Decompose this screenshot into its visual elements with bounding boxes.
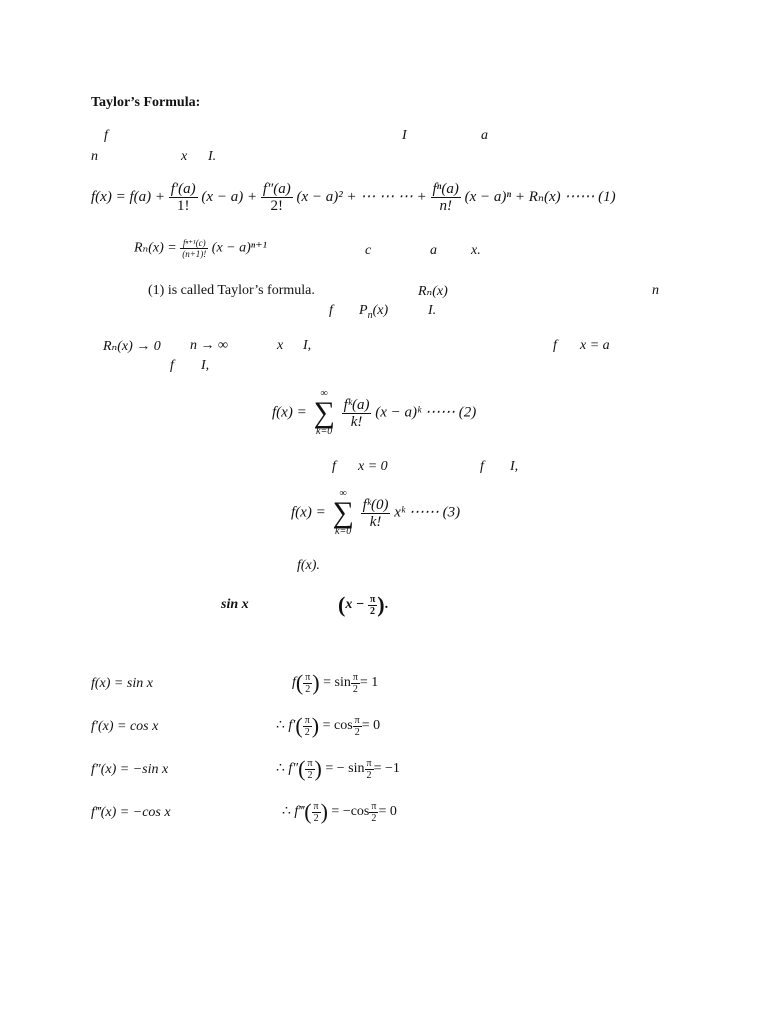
- fragment-f-3: f: [553, 338, 557, 353]
- eq1-term2-fraction: $\frac{f''(a)}{2!}$: [262, 181, 291, 214]
- taylor-formula-sentence: (1) is called Taylor’s formula.: [148, 283, 315, 298]
- remainder-fraction: $\frac{\text{fⁿ⁺¹(c)}}{(n+1)!}$: [182, 238, 207, 259]
- derivative-left-3: f‴(x) = −cos x: [91, 805, 171, 820]
- fragment-I: I: [402, 128, 407, 143]
- fragment-I-comma-3: I,: [510, 459, 519, 474]
- fragment-f-of-x: f(x).: [297, 558, 320, 573]
- fragment-I-comma: I,: [303, 338, 312, 353]
- remainder-formula: [134, 238, 267, 259]
- fragment-f-2: f: [329, 303, 333, 318]
- eq3-fraction: $\frac{\text{fᵏ(0)}}{k!}$: [362, 496, 389, 530]
- fragment-I-comma-2: I,: [201, 358, 210, 373]
- limit-condition: Rₙ(x) → 0: [103, 339, 161, 354]
- fragment-a-2: a: [430, 243, 437, 258]
- fragment-x-dot: x.: [471, 243, 481, 258]
- maclaurin-series-equation-3: [291, 489, 460, 537]
- derivative-left-2: f″(x) = −sin x: [91, 762, 169, 777]
- fragment-sin-x: sin x: [221, 597, 249, 612]
- sigma-symbol: ∞ ∑ k=0: [313, 388, 335, 437]
- derivative-value-1: ∴ f′( $\frac{\pi}{2}$ ) = cos $\frac{\pi}{2}$ = 0: [276, 713, 381, 738]
- eq1-term1-fraction: $\frac{f'(a)}{1!}$: [170, 181, 196, 214]
- eq2-fraction: $\frac{\text{fᵏ(a)}}{k!}$: [343, 396, 370, 430]
- fragment-x-eq-0: x = 0: [358, 459, 388, 474]
- fragment-x-2: x: [277, 338, 284, 353]
- eq1-term2-tail: (x − a)² + ⋯ ⋯ ⋯ +: [296, 188, 427, 205]
- taylor-equation-1: [91, 181, 616, 214]
- limit-n-infinity: n → ∞: [190, 338, 228, 353]
- fragment-I-dot-2: I.: [428, 303, 437, 318]
- remainder-term: Rₙ(x): [418, 284, 448, 299]
- eq3-tail: xᵏ ⋯⋯ (3): [394, 504, 461, 521]
- page-title: Taylor’s Formula:: [91, 95, 201, 110]
- eq3-lhs: f(x) =: [291, 504, 326, 521]
- derivative-value-2: ∴ f″( $\frac{\pi}{2}$ ) = − sin $\frac{\pi}{2}$ = −1: [276, 756, 400, 781]
- fragment-f-4: f: [170, 358, 174, 373]
- eq1-termn-tail: (x − a)ⁿ + Rₙ(x) ⋯⋯ (1): [464, 188, 616, 205]
- derivative-left-0: f(x) = sin x: [91, 676, 153, 691]
- taylor-series-equation-2: [272, 389, 476, 437]
- eq1-termn-fraction: $\frac{\text{fⁿ(a)}}{n!}$: [432, 181, 459, 214]
- eq2-lhs: f(x) =: [272, 404, 307, 421]
- remainder-tail: (x − a)ⁿ⁺¹: [211, 240, 267, 256]
- fragment-n: n: [91, 149, 98, 164]
- taylor-polynomial: $P_n(x)$: [359, 303, 389, 321]
- eq1-lhs: f(x) = f(a) +: [91, 188, 165, 205]
- fragment-I-dot: I.: [208, 149, 217, 164]
- remainder-lhs: Rₙ(x) =: [134, 240, 177, 256]
- eq2-tail: (x − a)ᵏ ⋯⋯ (2): [375, 404, 477, 421]
- derivative-value-3: ∴ f‴( $\frac{\pi}{2}$ ) = −cos $\frac{\pi}{2}$ = 0: [282, 799, 397, 824]
- fragment-f-5: f: [332, 459, 336, 474]
- eq1-term1-tail: (x − a) +: [201, 188, 258, 205]
- fragment-c: c: [365, 243, 372, 258]
- fragment-x: x: [181, 149, 188, 164]
- derivative-left-1: f′(x) = cos x: [91, 719, 159, 734]
- fragment-a: a: [481, 128, 488, 143]
- fragment-n-2: n: [652, 283, 659, 298]
- sigma-symbol-2: ∞ ∑ k=0: [332, 488, 354, 537]
- fragment-f-6: f: [480, 459, 484, 474]
- derivative-value-0: f( $\frac{\pi}{2}$ ) = sin $\frac{\pi}{2}$ = 1: [292, 670, 379, 695]
- fragment-x-eq-a: x = a: [580, 338, 610, 353]
- expansion-point: (x − $\frac{\pi}{2}$ ).: [338, 592, 389, 617]
- fragment-f: f: [104, 128, 108, 143]
